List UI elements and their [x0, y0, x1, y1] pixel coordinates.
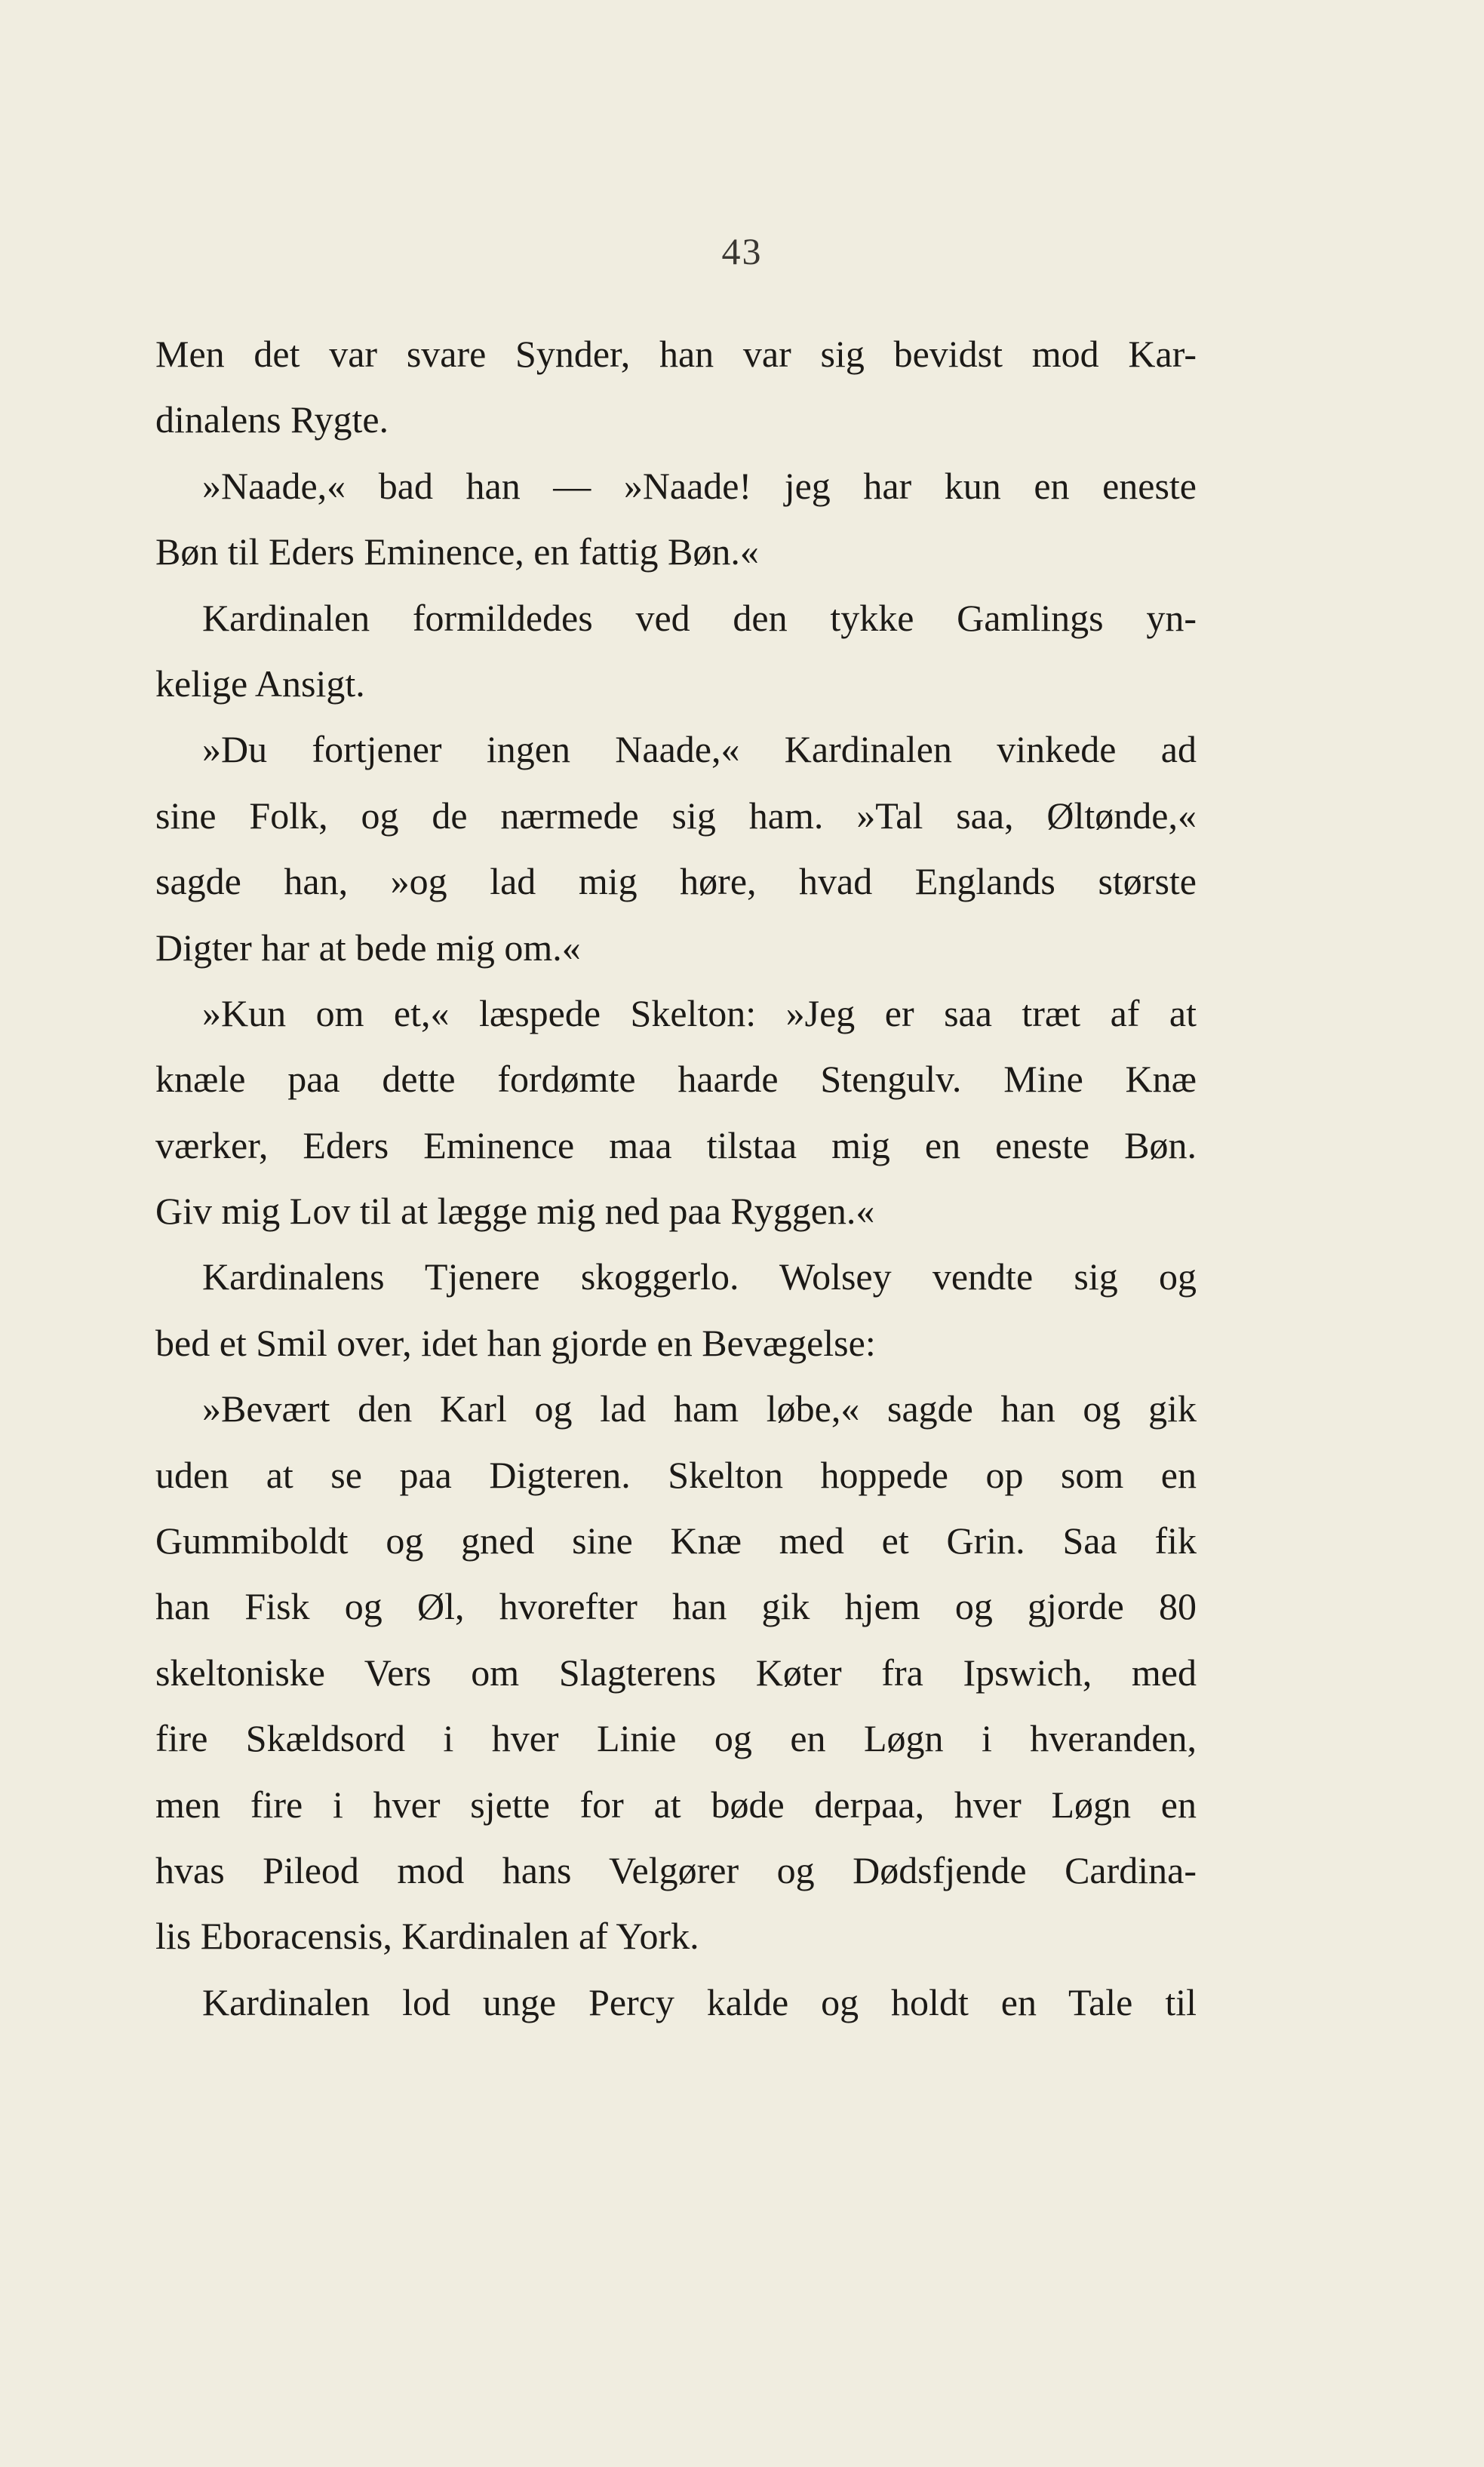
text-line: Gummiboldt og gned sine Knæ med et Grin. Saa fik — [155, 1519, 1197, 1562]
text-line: knæle paa dette fordømte haarde Stengulv. Mine Knæ — [155, 1058, 1197, 1101]
text-line: Men det var svare Synder, han var sig bevidst mod Kar- — [155, 333, 1197, 375]
text-line: bed et Smil over, idet han gjorde en Bevægelse: — [155, 1321, 876, 1364]
text-line: »Du fortjener ingen Naade,« Kardinalen vinkede ad — [202, 728, 1197, 771]
text-line: »Kun om et,« læspede Skelton: »Jeg er saa træt af at — [202, 991, 1197, 1034]
text-line: sagde han, »og lad mig høre, hvad Englands største — [155, 860, 1197, 903]
text-line: Bøn til Eders Eminence, en fattig Bøn.« — [155, 530, 759, 573]
text-line: han Fisk og Øl, hvorefter han gik hjem og gjorde 80 — [155, 1585, 1197, 1628]
text-line: Kardinalen lod unge Percy kalde og holdt en Tale til — [202, 1980, 1197, 2023]
text-line: »Bevært den Karl og lad ham løbe,« sagde han og gik — [202, 1387, 1197, 1430]
text-line: lis Eboracensis, Kardinalen af York. — [155, 1915, 699, 1958]
text-line: men fire i hver sjette for at bøde derpaa, hver Løgn en — [155, 1783, 1197, 1826]
text-line: Kardinalens Tjenere skoggerlo. Wolsey vendte sig og — [202, 1255, 1197, 1298]
text-line: sine Folk, og de nærmede sig ham. »Tal saa, Øltønde,« — [155, 794, 1197, 837]
text-line: fire Skældsord i hver Linie og en Løgn i hveranden, — [155, 1717, 1197, 1760]
text-line: skeltoniske Vers om Slagterens Køter fra Ipswich, med — [155, 1651, 1197, 1694]
text-line: dinalens Rygte. — [155, 398, 389, 441]
body-text — [155, 321, 1197, 2035]
text-line: Digter har at bede mig om.« — [155, 926, 581, 969]
text-line: Giv mig Lov til at lægge mig ned paa Ryggen.« — [155, 1190, 875, 1233]
text-line: Kardinalen formildedes ved den tykke Gamlings yn- — [202, 596, 1197, 639]
text-line: kelige Ansigt. — [155, 662, 365, 705]
text-line: værker, Eders Eminence maa tilstaa mig en eneste Bøn. — [155, 1123, 1197, 1166]
text-line: hvas Pileod mod hans Velgører og Dødsfjende Cardina- — [155, 1848, 1197, 1891]
text-line: »Naade,« bad han — »Naade! jeg har kun en eneste — [202, 464, 1197, 507]
text-line: uden at se paa Digteren. Skelton hoppede op som en — [155, 1453, 1197, 1496]
page-number: 43 — [721, 230, 763, 272]
